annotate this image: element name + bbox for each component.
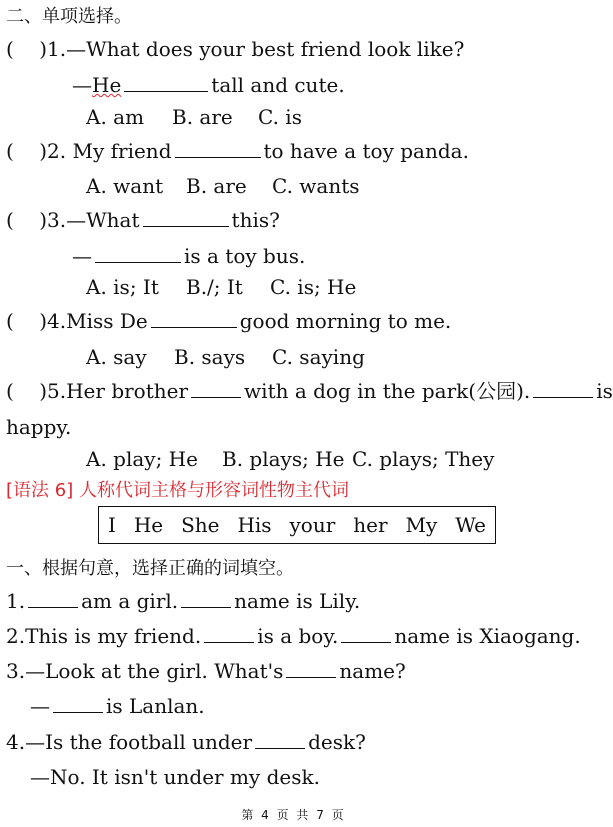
answer-paren[interactable]: ( ) <box>6 37 48 61</box>
blank[interactable] <box>204 624 254 643</box>
q1-option-a[interactable]: A. am <box>86 105 145 129</box>
fill-in-2: 2.This is my friend. is a boy. name is Xiaogang. <box>6 624 581 648</box>
answer-paren[interactable]: ( <box>6 208 40 232</box>
blank[interactable] <box>95 244 181 263</box>
blank[interactable] <box>124 73 208 92</box>
q1-option-b[interactable]: B. are <box>172 105 233 129</box>
question-2: ( )2. My friend to have a toy panda. <box>6 139 469 163</box>
q2-option-c[interactable]: C. wants <box>272 174 360 198</box>
question-3: ( )3.—What this? <box>6 208 280 232</box>
blank[interactable] <box>181 589 231 608</box>
fill-in-3-answer-line: — is Lanlan. <box>30 694 205 718</box>
word-bank-item: her <box>353 513 388 537</box>
answer-paren[interactable]: ( <box>6 379 40 403</box>
question-3-answer-line: — is a toy bus. <box>72 244 306 268</box>
word-bank-item: My <box>405 513 438 537</box>
answer-paren[interactable]: ( <box>6 309 40 333</box>
q2-option-a[interactable]: A. want <box>86 174 164 198</box>
blank[interactable] <box>175 139 261 158</box>
q3-option-a[interactable]: A. is; It <box>86 275 159 299</box>
fill-in-4-answer-line: —No. It isn't under my desk. <box>30 765 320 789</box>
section-heading-multiple-choice: 二、单项选择。 <box>6 6 132 27</box>
question-1-answer-line: —He tall and cute. <box>72 73 345 97</box>
word-bank-box <box>98 506 496 544</box>
fill-in-1: 1. am a girl. name is Lily. <box>6 589 361 613</box>
question-1-subject: He <box>92 73 122 97</box>
section-heading-fill-in: 一、根据句意，选择正确的词填空。 <box>6 558 294 579</box>
question-1-stem: —What does your best friend look like? <box>66 37 465 61</box>
fill-in-4: 4.—Is the football under desk? <box>6 730 366 754</box>
question-4: ( )4.Miss De good morning to me. <box>6 309 452 333</box>
word-bank-item: She <box>181 513 220 537</box>
blank[interactable] <box>143 208 229 227</box>
q1-option-c[interactable]: C. is <box>258 105 302 129</box>
word-bank-item: your <box>289 513 336 537</box>
word-bank-item: We <box>455 513 486 537</box>
question-1-number: 1. <box>47 37 67 61</box>
word-bank-item: I <box>107 513 116 537</box>
q5-option-a[interactable]: A. play; He <box>86 447 198 471</box>
page-footer: 第 4 页 共 7 页 <box>241 808 346 822</box>
question-5-continuation: happy. <box>6 415 72 439</box>
fill-in-3: 3.—Look at the girl. What's name? <box>6 659 406 683</box>
q4-option-a[interactable]: A. say <box>86 345 147 369</box>
q5-option-b[interactable]: B. plays; He <box>222 447 345 471</box>
blank[interactable] <box>191 379 241 398</box>
blank[interactable] <box>151 309 237 328</box>
word-bank-item: He <box>133 513 164 537</box>
blank[interactable] <box>28 589 78 608</box>
q2-option-b[interactable]: B. are <box>186 174 247 198</box>
blank[interactable] <box>53 694 103 713</box>
q5-option-c[interactable]: C. plays; They <box>352 447 495 471</box>
word-bank-item: His <box>237 513 272 537</box>
q4-option-b[interactable]: B. says <box>174 345 246 369</box>
blank[interactable] <box>255 730 305 749</box>
q3-option-b[interactable]: B./; It <box>186 275 243 299</box>
blank[interactable] <box>533 379 593 398</box>
q3-option-c[interactable]: C. is; He <box>270 275 357 299</box>
grammar-heading: [语法 6] 人称代词主格与形容词性物主代词 <box>6 480 349 501</box>
blank[interactable] <box>341 624 391 643</box>
q4-option-c[interactable]: C. saying <box>272 345 365 369</box>
question-1 <box>6 36 464 62</box>
question-5: ( )5.Her brother with a dog in the park(公园). is <box>6 379 613 403</box>
answer-paren[interactable]: ( <box>6 139 40 163</box>
blank[interactable] <box>286 659 336 678</box>
